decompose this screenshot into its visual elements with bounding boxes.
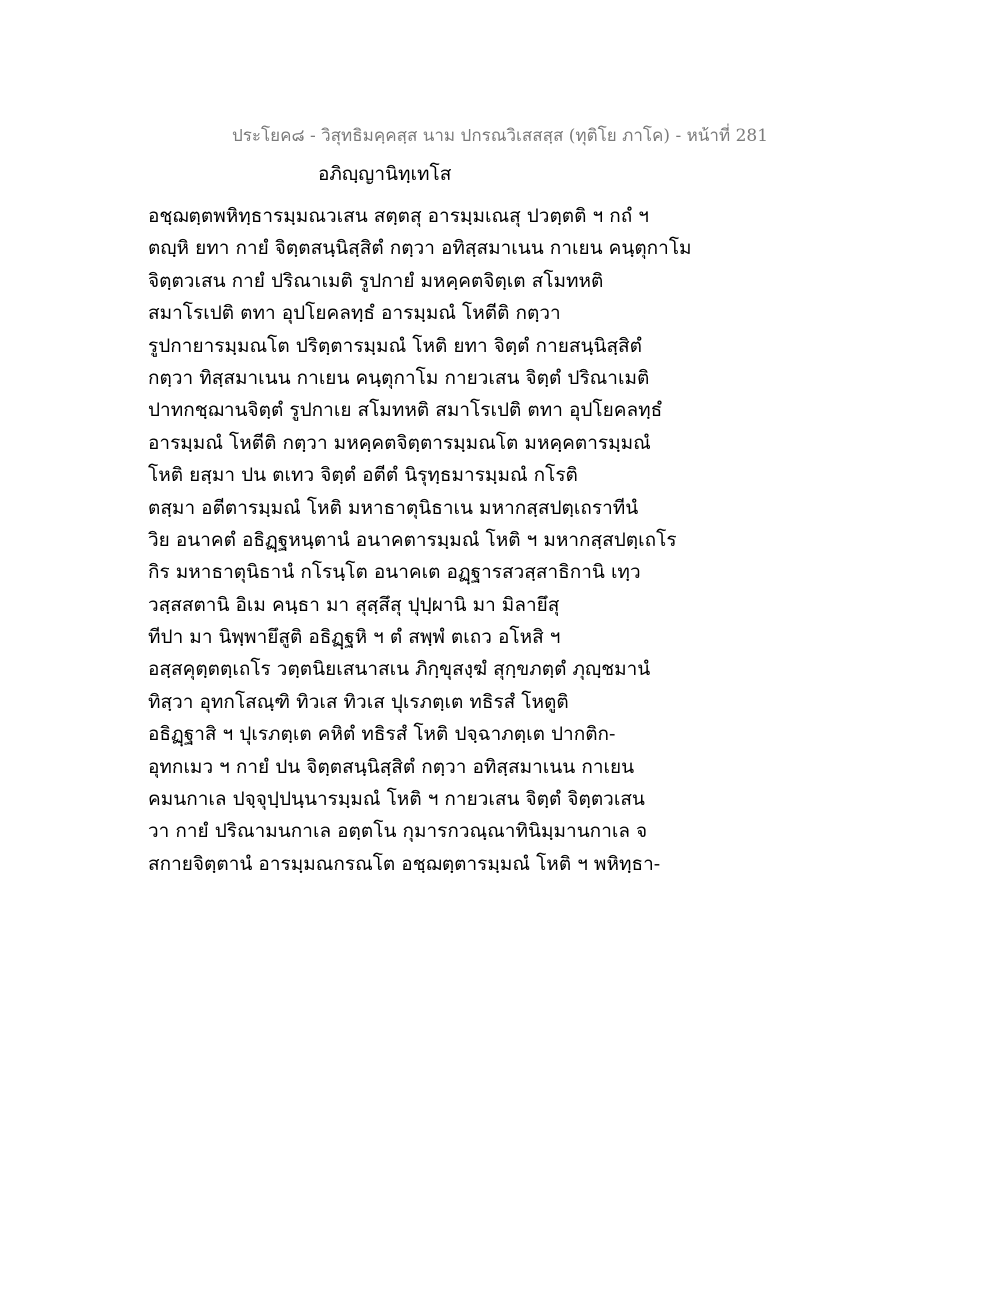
text-line: รูปกายารมฺมณโต ปริตฺตารมฺมณํ โหติ ยทา จิตฺตํ กายสนฺนิสฺสิตํ [148, 334, 642, 357]
text-line: วสฺสสตานิ อิเม คนฺธา มา สุสฺสึสุ ปุปฺผานิ มา มิลายึสุ [148, 593, 560, 616]
text-line: อชฺฌตฺตพหิทฺธารมฺมณวเสน สตฺตสุ อารมฺมเณสุ ปวตฺตติ ฯ กถํ ฯ [148, 205, 649, 227]
text-line: ทิสฺวา อุทกโสณฺฑิ ทิวเส ทิวเส ปุเรภตฺเต ทธิรสํ โหตูติ [148, 690, 569, 713]
text-line: โหติ ยสฺมา ปน ตเทว จิตฺตํ อตีตํ นิรุทฺธมารมฺมณํ กโรติ [148, 464, 578, 487]
text-line: อธิฏฺฐาสิ ฯ ปุเรภตฺเต คหิตํ ทธิรสํ โหติ ปจฺฉาภตฺเต ปากติก- [148, 723, 616, 746]
text-line: ตญฺหิ ยทา กายํ จิตฺตสนฺนิสฺสิตํ กตฺวา อทิสฺสมาเนน กาเยน คนฺตุกาโม [148, 237, 692, 260]
running-header: ประโยค๘ - วิสุทธิมคฺคสฺส นาม ปกรณวิเสสสฺส (ทุติโย ภาโค) - หน้าที่ 281 [231, 126, 769, 146]
text-line: วิย อนาคตํ อธิฏฺฐหนฺตานํ อนาคตารมฺมณํ โหติ ฯ มหากสฺสปตฺเถโร [148, 528, 677, 551]
body-text [148, 200, 708, 880]
text-line: อารมฺมณํ โหตีติ กตฺวา มหคฺคตจิตฺตารมฺมณโต มหคฺคตารมฺมณํ [148, 431, 651, 454]
text-line: ทีปา มา นิพฺพายึสูติ อธิฏฺฐหิ ฯ ตํ สพฺพํ ตเถว อโหสิ ฯ [148, 626, 561, 649]
text-line: อสฺสคุตฺตตฺเถโร วตฺตนิยเสนาสเน ภิกฺขุสงฺฆํ สุกฺขภตฺตํ ภุญฺชมานํ [148, 658, 651, 681]
text-line: วา กายํ ปริณามนกาเล อตฺตโน กุมารกวณฺณาทินิมฺมานกาเล จ [148, 820, 648, 843]
text-line: คมนกาเล ปจฺจุปฺปนฺนารมฺมณํ โหติ ฯ กายวเสน จิตฺตํ จิตฺตวเสน [148, 788, 645, 811]
text-line: กตฺวา ทิสฺสมาเนน กาเยน คนฺตุกาโม กายวเสน จิตฺตํ ปริณาเมติ [148, 366, 650, 389]
text-line: อุทกเมว ฯ กายํ ปน จิตฺตสนฺนิสฺสิตํ กตฺวา อทิสฺสมาเนน กาเยน [148, 755, 635, 778]
text-line: สมาโรเปติ ตทา อุปโยคลทฺธํ อารมฺมณํ โหตีติ กตฺวา [148, 302, 561, 325]
text-line: ปาทกชฺฌานจิตฺตํ รูปกาเย สโมทหติ สมาโรเปติ ตทา อุปโยคลทฺธํ [148, 399, 663, 422]
text-line: ตสฺมา อตีตารมฺมณํ โหติ มหาธาตุนิธาเน มหากสฺสปตฺเถราทีนํ [148, 496, 639, 519]
section-title: อภิญฺญานิทฺเทโส [318, 163, 452, 185]
text-line: กิร มหาธาตุนิธานํ กโรนฺโต อนาคเต อฏฺฐารสวสฺสาธิกานิ เทฺว [148, 561, 641, 584]
text-line: สกายจิตฺตานํ อารมฺมณกรณโต อชฺฌตฺตารมฺมณํ โหติ ฯ พหิทฺธา- [148, 852, 661, 875]
text-line: จิตฺตวเสน กายํ ปริณาเมติ รูปกายํ มหคฺคตจิตฺเต สโมทหติ [148, 269, 604, 292]
